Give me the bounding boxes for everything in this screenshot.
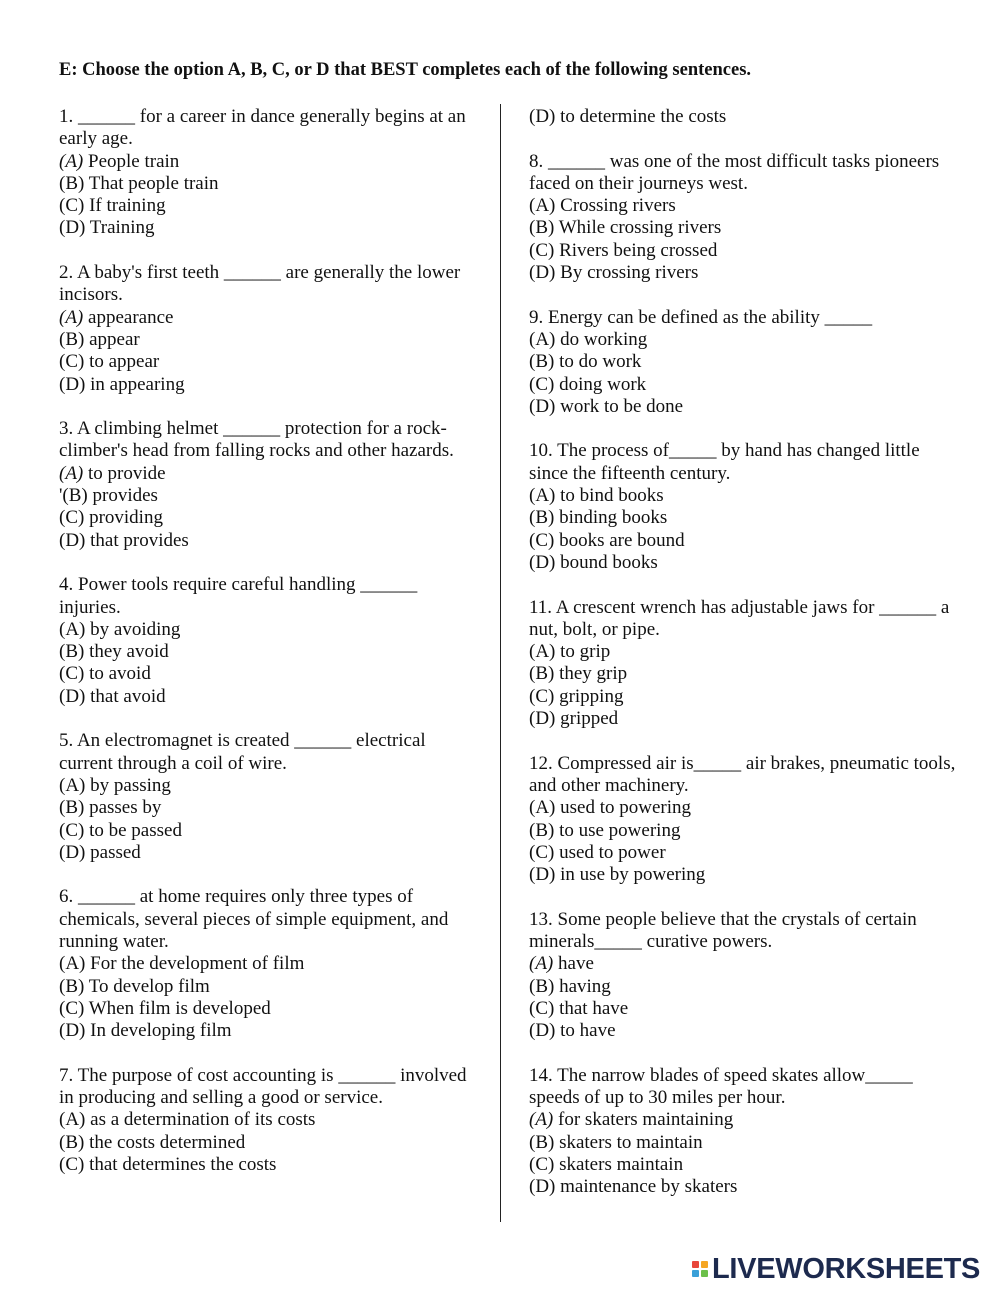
question-2: [59, 262, 479, 396]
option-letter: (B): [59, 641, 85, 663]
option-letter: (B): [529, 975, 555, 997]
option-letter: (A): [59, 774, 86, 796]
option-letter: (A): [529, 953, 554, 975]
option-letter: (A): [529, 485, 556, 507]
option-letter: (A): [59, 462, 84, 484]
question-stem: 8. ______ was one of the most difficult tasks pioneers faced on their journeys west.: [529, 150, 940, 194]
column-divider: [500, 104, 501, 1222]
option-text: gripping: [554, 685, 624, 707]
answer-option[interactable]: [529, 708, 959, 730]
answer-option[interactable]: [59, 351, 479, 373]
answer-option[interactable]: [59, 775, 479, 797]
answer-option[interactable]: [529, 641, 959, 663]
answer-option[interactable]: [529, 976, 959, 998]
option-letter: (D): [529, 864, 556, 886]
option-text: In developing film: [85, 1020, 232, 1042]
question-stem: 12. Compressed air is_____ air brakes, pneumatic tools, and other machinery.: [529, 752, 956, 796]
option-text: used to power: [554, 841, 666, 863]
logo-square: [692, 1270, 699, 1277]
answer-option[interactable]: [59, 1154, 479, 1176]
option-letter: (C): [59, 351, 85, 373]
option-text: that avoid: [85, 685, 166, 707]
answer-option[interactable]: [59, 663, 479, 685]
option-text: they grip: [554, 663, 628, 685]
option-text: appearance: [83, 306, 174, 328]
option-letter: (B): [529, 819, 555, 841]
question-9: [529, 307, 959, 418]
question-stem: 7. The purpose of cost accounting is ______ involved in producing and selling a good or service.: [59, 1064, 467, 1109]
answer-option[interactable]: [59, 1109, 479, 1131]
answer-option[interactable]: [59, 463, 479, 485]
option-text: providing: [84, 507, 163, 529]
option-letter: (C): [59, 819, 85, 841]
option-text: to do work: [554, 351, 642, 373]
answer-option[interactable]: [59, 329, 479, 351]
option-letter: (C): [529, 373, 555, 395]
answer-option[interactable]: [59, 976, 479, 998]
answer-option[interactable]: [529, 485, 959, 507]
option-letter: (C): [529, 529, 555, 551]
question-1: [59, 106, 479, 240]
option-text: skaters maintain: [554, 1153, 684, 1175]
liveworksheets-logo: [692, 1254, 980, 1284]
option-letter: (C): [529, 841, 555, 863]
question-stem: 4. Power tools require careful handling ______ injuries.: [59, 574, 418, 618]
logo-grid-icon: [692, 1261, 708, 1277]
option-letter: (D): [59, 217, 86, 239]
logo-square: [701, 1270, 708, 1277]
answer-option[interactable]: [529, 240, 959, 262]
answer-option[interactable]: [59, 307, 479, 329]
answer-option[interactable]: [529, 797, 959, 819]
option-letter: (D): [529, 1020, 556, 1042]
option-text: By crossing rivers: [555, 262, 699, 284]
answer-option[interactable]: [529, 552, 959, 574]
option-text: When film is developed: [84, 997, 271, 1019]
option-text: by avoiding: [85, 618, 181, 640]
option-text: to provide: [83, 462, 166, 484]
option-text: skaters to maintain: [554, 1131, 703, 1153]
option-letter: (C): [59, 1153, 85, 1175]
option-letter: (D): [529, 1176, 556, 1198]
question-stem: 14. The narrow blades of speed skates allow_____ speeds of up to 30 miles per hour.: [529, 1064, 913, 1109]
question-13: [529, 909, 959, 1043]
option-text: doing work: [554, 373, 647, 395]
option-text: in appearing: [85, 373, 185, 395]
option-text: Rivers being crossed: [554, 239, 718, 261]
option-letter: (A): [59, 306, 84, 328]
option-letter: (B): [529, 507, 555, 529]
option-text: maintenance by skaters: [555, 1176, 738, 1198]
option-letter: (B): [59, 797, 85, 819]
option-letter: (D): [529, 262, 556, 284]
logo-text: LIVEWORKSHEETS: [712, 1252, 981, 1285]
option-text: books are bound: [554, 529, 685, 551]
option-letter: (A): [529, 1109, 554, 1131]
option-text: for skaters maintaining: [553, 1109, 734, 1131]
option-text: binding books: [554, 507, 668, 529]
answer-option[interactable]: [59, 217, 479, 239]
answer-option[interactable]: [59, 820, 479, 842]
answer-option[interactable]: [529, 864, 959, 886]
option-text: the costs determined: [84, 1131, 246, 1153]
option-text: work to be done: [555, 395, 684, 417]
option-letter: (D): [529, 708, 556, 730]
option-text: To develop film: [84, 975, 210, 997]
answer-option[interactable]: [59, 641, 479, 663]
option-text: as a determination of its costs: [85, 1109, 316, 1131]
option-text: For the development of film: [85, 953, 305, 975]
answer-option[interactable]: [59, 619, 479, 641]
option-text: used to powering: [555, 797, 692, 819]
answer-option[interactable]: [59, 507, 479, 529]
option-text: to be passed: [84, 819, 182, 841]
option-letter: (B): [59, 328, 85, 350]
option-text: provides: [87, 485, 158, 507]
answer-option[interactable]: [529, 820, 959, 842]
option-text: People train: [83, 150, 180, 172]
option-text: While crossing rivers: [554, 217, 722, 239]
option-text: That people train: [84, 172, 219, 194]
question-stem: 6. ______ at home requires only three types of chemicals, several pieces of simple equipment, and running water.: [59, 886, 449, 952]
question-stem: 9. Energy can be defined as the ability _____: [529, 306, 873, 328]
answer-option[interactable]: [529, 217, 959, 239]
option-text: having: [554, 975, 611, 997]
answer-option[interactable]: [529, 262, 959, 284]
option-text: that have: [554, 997, 629, 1019]
question-11: [529, 597, 959, 731]
question-stem: 1. ______ for a career in dance generally begins at an early age.: [59, 106, 466, 150]
answer-option[interactable]: [59, 173, 479, 195]
answer-option[interactable]: [529, 953, 959, 975]
option-letter: (C): [59, 663, 85, 685]
question-12: [529, 753, 959, 887]
option-text: passes by: [84, 797, 162, 819]
option-text: do working: [555, 328, 648, 350]
answer-option[interactable]: [59, 530, 479, 552]
question-stem: 2. A baby's first teeth ______ are generally the lower incisors.: [59, 262, 461, 306]
answer-option[interactable]: [529, 530, 959, 552]
answer-option[interactable]: [529, 507, 959, 529]
option-letter: (D): [59, 685, 86, 707]
option-text: that provides: [85, 529, 189, 551]
option-text: to grip: [555, 641, 611, 663]
option-text: to have: [555, 1020, 616, 1042]
option-letter: (D): [529, 551, 556, 573]
question-7: [59, 1065, 479, 1176]
option-text: appear: [84, 328, 140, 350]
answer-option[interactable]: [59, 1020, 479, 1042]
answer-option[interactable]: [529, 1154, 959, 1176]
option-letter: (C): [59, 997, 85, 1019]
question-4: [59, 574, 479, 708]
answer-option[interactable]: [529, 842, 959, 864]
carryover-option: [529, 106, 959, 128]
option-text: Crossing rivers: [555, 195, 676, 217]
question-3: [59, 418, 479, 552]
answer-option[interactable]: [529, 686, 959, 708]
answer-option[interactable]: [529, 1020, 959, 1042]
logo-square: [701, 1261, 708, 1268]
option-letter: (C): [59, 195, 85, 217]
answer-option[interactable]: [59, 686, 479, 708]
answer-option[interactable]: [529, 396, 959, 418]
option-letter: (C): [529, 1153, 555, 1175]
option-letter: (C): [529, 685, 555, 707]
option-letter: (A): [59, 618, 86, 640]
option-letter: (D): [529, 395, 556, 417]
option-text: to bind books: [555, 485, 664, 507]
question-stem: 11. A crescent wrench has adjustable jaws for ______ a nut, bolt, or pipe.: [529, 596, 950, 640]
option-text: If training: [84, 195, 166, 217]
answer-option[interactable]: [59, 374, 479, 396]
option-text: to appear: [84, 351, 160, 373]
option-text: by passing: [85, 774, 171, 796]
answer-option[interactable]: [529, 329, 959, 351]
option-text: have: [553, 953, 594, 975]
option-letter: (A): [59, 1109, 86, 1131]
option-letter: (B): [529, 663, 555, 685]
option-letter: (D): [59, 841, 86, 863]
option-letter: (B): [529, 351, 555, 373]
instructions-heading: E: Choose the option A, B, C, or D that BEST completes each of the following sentences.: [59, 60, 752, 80]
option-letter: (D): [59, 1020, 86, 1042]
option-letter: (A): [529, 328, 556, 350]
answer-option[interactable]: [529, 1176, 959, 1198]
answer-option[interactable]: [59, 797, 479, 819]
option-letter: (B): [59, 975, 85, 997]
answer-option[interactable]: [59, 485, 479, 507]
question-stem: 5. An electromagnet is created ______ electrical current through a coil of wire.: [59, 730, 426, 774]
answer-option[interactable]: [59, 953, 479, 975]
option-letter: (D): [59, 529, 86, 551]
option-letter: (A): [59, 150, 84, 172]
option-letter: (A): [529, 797, 556, 819]
answer-option[interactable]: [529, 1132, 959, 1154]
left-column: [59, 106, 479, 1199]
answer-option[interactable]: [59, 998, 479, 1020]
right-column: [529, 106, 959, 1221]
option-letter: '(B): [59, 485, 88, 507]
answer-option[interactable]: [59, 151, 479, 173]
answer-option[interactable]: [529, 351, 959, 373]
answer-option[interactable]: [529, 1109, 959, 1131]
option-letter: (B): [59, 1131, 85, 1153]
question-14: [529, 1065, 959, 1199]
option-letter: (C): [59, 507, 85, 529]
question-10: [529, 440, 959, 574]
question-stem: 3. A climbing helmet ______ protection for a rock-climber's head from falling rocks and other hazards.: [59, 418, 454, 462]
option-text: to avoid: [84, 663, 151, 685]
option-letter: (A): [529, 641, 556, 663]
option-letter: (D): [59, 373, 86, 395]
option-text: they avoid: [84, 641, 169, 663]
logo-square: [692, 1261, 699, 1268]
answer-option[interactable]: [59, 842, 479, 864]
answer-option[interactable]: [59, 1132, 479, 1154]
option-text: gripped: [555, 708, 619, 730]
question-stem: 10. The process of_____ by hand has changed little since the fifteenth century.: [529, 440, 920, 484]
option-d-q7[interactable]: (D) to determine the costs: [529, 106, 727, 127]
option-text: in use by powering: [555, 864, 706, 886]
option-letter: (C): [529, 239, 555, 261]
option-text: bound books: [555, 551, 658, 573]
option-letter: (B): [529, 1131, 555, 1153]
answer-option[interactable]: [59, 195, 479, 217]
question-8: [529, 151, 959, 285]
option-text: to use powering: [554, 819, 681, 841]
answer-option[interactable]: [529, 374, 959, 396]
question-5: [59, 730, 479, 864]
option-text: Training: [85, 217, 155, 239]
question-stem: 13. Some people believe that the crystals of certain minerals_____ curative powers.: [529, 908, 917, 952]
option-letter: (C): [529, 997, 555, 1019]
option-text: passed: [85, 841, 141, 863]
answer-option[interactable]: [529, 663, 959, 685]
option-letter: (A): [59, 953, 86, 975]
answer-option[interactable]: [529, 998, 959, 1020]
option-letter: (B): [529, 217, 555, 239]
question-6: [59, 886, 479, 1042]
option-letter: (B): [59, 172, 85, 194]
option-letter: (A): [529, 195, 556, 217]
option-text: that determines the costs: [84, 1153, 277, 1175]
answer-option[interactable]: [529, 195, 959, 217]
